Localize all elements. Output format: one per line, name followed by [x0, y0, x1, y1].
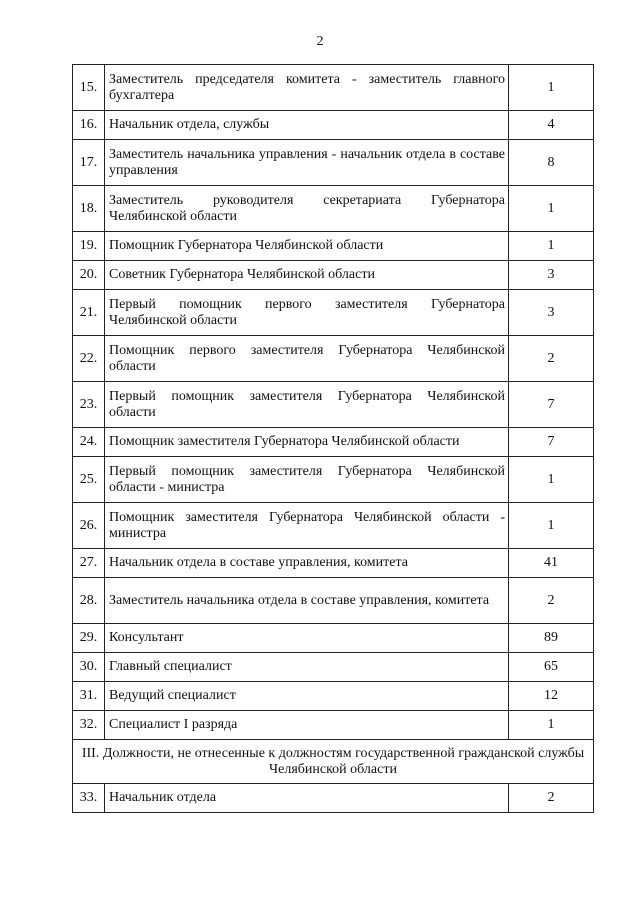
row-number: 16.	[73, 111, 105, 140]
row-number: 20.	[73, 261, 105, 290]
position-title: Первый помощник первого заместителя Губернатора Челябинской области	[105, 290, 509, 336]
position-title: Начальник отдела, службы	[105, 111, 509, 140]
position-title: Помощник заместителя Губернатора Челябинской области	[105, 428, 509, 457]
table-row	[73, 624, 594, 653]
position-count: 2	[509, 336, 594, 382]
row-number: 15.	[73, 65, 105, 111]
row-number: 24.	[73, 428, 105, 457]
position-count: 2	[509, 578, 594, 624]
table-row	[73, 111, 594, 140]
table-row	[73, 232, 594, 261]
table-row	[73, 140, 594, 186]
position-title: Первый помощник заместителя Губернатора Челябинской области - министра	[105, 457, 509, 503]
row-number: 33.	[73, 784, 105, 813]
position-title: Помощник Губернатора Челябинской области	[105, 232, 509, 261]
position-title: Специалист I разряда	[105, 711, 509, 740]
table-row	[73, 578, 594, 624]
position-title: Заместитель руководителя секретариата Губернатора Челябинской области	[105, 186, 509, 232]
position-count: 12	[509, 682, 594, 711]
row-number: 30.	[73, 653, 105, 682]
position-count: 1	[509, 186, 594, 232]
table-row	[73, 382, 594, 428]
position-count: 1	[509, 503, 594, 549]
position-count: 1	[509, 232, 594, 261]
row-number: 31.	[73, 682, 105, 711]
position-count: 2	[509, 784, 594, 813]
position-count: 7	[509, 382, 594, 428]
position-title: Помощник заместителя Губернатора Челябинской области - министра	[105, 503, 509, 549]
row-number: 32.	[73, 711, 105, 740]
position-count: 3	[509, 290, 594, 336]
row-number: 23.	[73, 382, 105, 428]
table-row	[73, 784, 594, 813]
page-number: 2	[316, 34, 324, 49]
table-row	[73, 336, 594, 382]
position-count: 65	[509, 653, 594, 682]
table-row	[73, 428, 594, 457]
table-row	[73, 549, 594, 578]
row-number: 26.	[73, 503, 105, 549]
row-number: 17.	[73, 140, 105, 186]
table-row	[73, 682, 594, 711]
position-count: 1	[509, 711, 594, 740]
table-row	[73, 186, 594, 232]
table-row	[73, 711, 594, 740]
row-number: 29.	[73, 624, 105, 653]
section-heading: III. Должности, не отнесенные к должностям государственной гражданской службы Челябинской области	[73, 740, 594, 784]
position-count: 1	[509, 65, 594, 111]
position-title: Помощник первого заместителя Губернатора Челябинской области	[105, 336, 509, 382]
position-count: 41	[509, 549, 594, 578]
position-title: Заместитель председателя комитета - заместитель главного бухгалтера	[105, 65, 509, 111]
position-title: Консультант	[105, 624, 509, 653]
table-row	[73, 261, 594, 290]
row-number: 28.	[73, 578, 105, 624]
position-title: Заместитель начальника отдела в составе управления, комитета	[105, 578, 509, 624]
row-number: 21.	[73, 290, 105, 336]
table-row	[73, 457, 594, 503]
row-number: 19.	[73, 232, 105, 261]
position-count: 1	[509, 457, 594, 503]
table-row	[73, 65, 594, 111]
table-row	[73, 290, 594, 336]
position-count: 89	[509, 624, 594, 653]
row-number: 18.	[73, 186, 105, 232]
position-count: 7	[509, 428, 594, 457]
position-title: Заместитель начальника управления - начальник отдела в составе управления	[105, 140, 509, 186]
section-heading-row	[73, 740, 594, 784]
row-number: 22.	[73, 336, 105, 382]
row-number: 25.	[73, 457, 105, 503]
position-title: Главный специалист	[105, 653, 509, 682]
position-count: 4	[509, 111, 594, 140]
table-row	[73, 653, 594, 682]
position-title: Начальник отдела в составе управления, комитета	[105, 549, 509, 578]
row-number: 27.	[73, 549, 105, 578]
position-title: Советник Губернатора Челябинской области	[105, 261, 509, 290]
position-title: Первый помощник заместителя Губернатора Челябинской области	[105, 382, 509, 428]
position-count: 8	[509, 140, 594, 186]
table-row	[73, 503, 594, 549]
position-count: 3	[509, 261, 594, 290]
staff-table	[72, 64, 594, 813]
position-title: Начальник отдела	[105, 784, 509, 813]
position-title: Ведущий специалист	[105, 682, 509, 711]
